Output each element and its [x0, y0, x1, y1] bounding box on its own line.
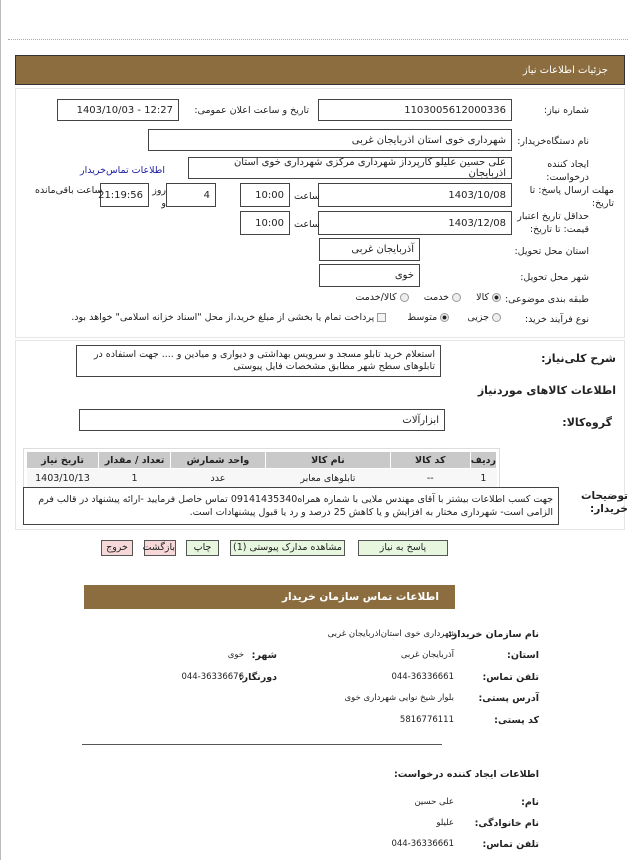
deadline-label: مهلت ارسال پاسخ: تا تاریخ: [529, 185, 614, 209]
validity-time-label: ساعت [294, 219, 320, 230]
phone-value-c: 044-36336661 [391, 672, 454, 682]
top-divider [8, 39, 628, 40]
col-name: نام کالا [266, 452, 391, 469]
fax-value: 044-36336676 [181, 672, 244, 682]
postal-label: کد پستی: [494, 715, 539, 726]
process-label: نوع فرآیند خرید: [524, 314, 589, 325]
family-value: علیلو [436, 818, 454, 828]
contact-divider [82, 744, 442, 745]
goods-table [23, 448, 500, 491]
city-value-c: خوی [227, 650, 244, 660]
province-field: آذربایجان غربی [319, 238, 420, 261]
org-label: نام سازمان خریدار: [448, 629, 539, 640]
validity-time-field: 10:00 [240, 211, 290, 235]
category-goods-radio[interactable]: کالا [476, 292, 504, 303]
category-radio-group [355, 292, 504, 303]
fax-label: دورنگار: [238, 672, 277, 683]
buyer-contact-link[interactable]: اطلاعات تماس‌خریدار [80, 165, 165, 176]
col-unit: واحد شمارش [171, 452, 266, 469]
print-button[interactable]: چاپ [186, 540, 219, 556]
need-number-label: شماره نیاز: [543, 105, 589, 116]
contact-header: اطلاعات تماس سازمان خریدار [84, 585, 455, 609]
remaining-label: ساعت باقی‌مانده [35, 185, 103, 196]
buyer-label: نام دستگاه‌خریدار: [517, 136, 589, 147]
remaining-field: 21:19:56 [100, 183, 149, 207]
left-border [0, 0, 1, 860]
process-medium-radio[interactable]: متوسط [407, 312, 452, 323]
postal-value: 5816776111 [399, 715, 454, 725]
category-label: طبقه بندی موضوعی: [504, 294, 589, 305]
validity-label: حداقل تاریخ اعتبار قیمت: تا تاریخ: [517, 211, 589, 235]
process-radio-group [71, 312, 504, 323]
creator-info-title: اطلاعات ایجاد کننده درخواست: [393, 769, 539, 780]
goods-table-header [27, 452, 497, 469]
city-label: شهر محل تحویل: [520, 272, 589, 283]
validity-date-field: 1403/12/08 [318, 211, 512, 235]
attachments-button[interactable]: مشاهده مدارک پیوستی (1) [230, 540, 345, 556]
category-both-radio[interactable]: کالا/خدمت [355, 292, 411, 303]
creator-phone-value: 044-36336661 [391, 839, 454, 849]
need-number-field: 1103005612000336 [318, 99, 512, 121]
process-minor-radio[interactable]: جزیی [467, 312, 504, 323]
goods-group-label: گروه‌کالا: [562, 416, 612, 429]
reply-button[interactable]: پاسخ به نیاز [358, 540, 448, 556]
province-label-c: استان: [507, 650, 539, 661]
city-label-c: شهر: [251, 650, 277, 661]
summary-field: استعلام خرید تابلو مسجد و سرویس بهداشتی و دیواری و میادین و .... جهت استفاده در تابلوهای سطح شهر مطابق مشخصات فایل پیوستی [76, 345, 441, 377]
family-label: نام خانوادگی: [474, 818, 539, 829]
col-date: تاریخ نیاز [27, 452, 99, 469]
deadline-time-label: ساعت [294, 191, 320, 202]
goods-group-field: ابزارآلات [79, 409, 445, 431]
col-qty: تعداد / مقدار [99, 452, 171, 469]
creator-field: علی حسین علیلو کارپرداز شهرداری مرکزی شهرداری خوی استان اذربایجان [188, 157, 512, 179]
deadline-time-field: 10:00 [240, 183, 290, 207]
treasury-text: پرداخت تمام یا بخشی از مبلغ خرید،از محل "اسناد خزانه اسلامی" خواهد بود. [71, 312, 375, 323]
province-value-c: آذربایجان غربی [400, 650, 454, 660]
treasury-checkbox[interactable] [374, 312, 389, 323]
col-code: کد کالا [390, 452, 470, 469]
col-row: ردیف [470, 452, 496, 469]
creator-label: ایجاد کننده درخواست: [546, 159, 589, 183]
back-button[interactable]: بازگشت [144, 540, 176, 556]
announce-label: تاریخ و ساعت اعلان عمومی: [194, 105, 309, 116]
address-value: بلوار شیخ نوایی شهرداری خوی [344, 693, 454, 703]
address-label: آدرس پستی: [478, 693, 539, 704]
summary-label: شرح کلی‌نیاز: [541, 352, 616, 365]
creator-phone-label: تلفن تماس: [482, 839, 539, 850]
deadline-date-field: 1403/10/08 [318, 183, 512, 207]
days-label: روز و [152, 185, 166, 209]
org-value: شهرداری خوی استان‌اذربایجان غربی [327, 629, 456, 639]
name-label: نام: [521, 797, 539, 808]
days-field: 4 [166, 183, 216, 207]
category-service-radio[interactable]: خدمت [424, 292, 464, 303]
notes-label: توضیحات خریدار: [580, 490, 628, 515]
announce-field: 1403/10/03 - 12:27 [57, 99, 179, 121]
city-field: خوی [319, 264, 420, 287]
notes-field: جهت کسب اطلاعات بیشتر با آقای مهندس ملایی با شماره همراه09141435340 تماس حاصل فرمایید -ارائه پیشنهاد در قالب فرم الزامی است- شهرداری مختار به افزایش و یا کاهش 25 درصد و رد یا قبول پیشنهادات است. [23, 487, 559, 525]
province-label: استان محل تحویل: [514, 246, 589, 257]
page-title: جزئیات اطلاعات نیاز [522, 64, 608, 76]
buyer-field: شهرداری خوی استان اذربایجان غربی [148, 129, 512, 151]
name-value: علی حسین [414, 797, 454, 807]
phone-label-c: تلفن تماس: [482, 672, 539, 683]
table-row: 1 -- تابلوهای معابر عدد 1 1403/10/13 [27, 469, 497, 488]
page-header [15, 55, 625, 85]
exit-button[interactable]: خروج [101, 540, 133, 556]
goods-title: اطلاعات کالاهای موردنیاز [477, 384, 616, 397]
